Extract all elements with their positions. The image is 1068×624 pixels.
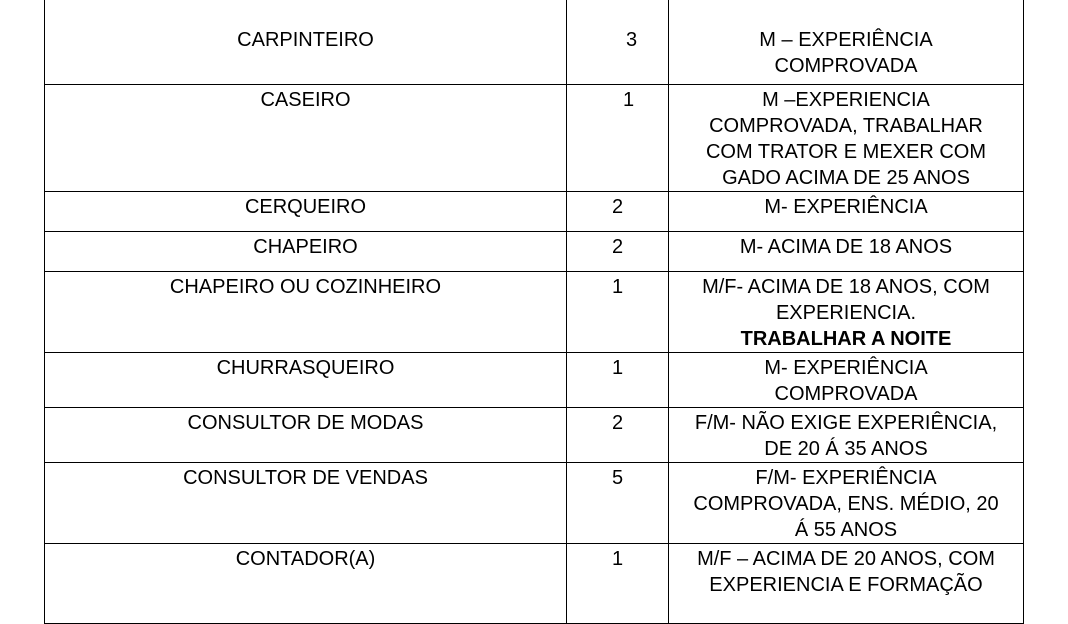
requirement-line: M- ACIMA DE 18 ANOS [739, 236, 953, 258]
quantity-text: 1 [611, 357, 624, 379]
quantity-cell [567, 463, 669, 544]
requirements-cell [669, 85, 1024, 192]
requirement-line: M- EXPERIÊNCIA [764, 196, 928, 218]
role-text: CONTADOR(A) [235, 548, 376, 570]
role-cell [45, 463, 567, 544]
role-cell [45, 192, 567, 232]
quantity-text: 2 [611, 412, 624, 434]
role-cell [45, 544, 567, 624]
quantity-text: 5 [611, 467, 624, 489]
role-text: CHAPEIRO [253, 236, 358, 258]
requirement-line: M –EXPERIENCIA [762, 89, 930, 111]
table-row [45, 232, 1024, 272]
role-cell [45, 0, 567, 85]
requirements-cell [669, 0, 1024, 85]
role-text: CHAPEIRO OU COZINHEIRO [169, 276, 442, 298]
role-text: CASEIRO [260, 89, 351, 111]
role-text: CONSULTOR DE VENDAS [183, 467, 428, 489]
requirement-line: EXPERIENCIA. [775, 302, 917, 324]
requirements-cell [669, 272, 1024, 353]
table-row [45, 85, 1024, 192]
role-text: CHURRASQUEIRO [216, 357, 395, 379]
requirement-line: DE 20 Á 35 ANOS [764, 438, 928, 460]
quantity-text: 3 [625, 29, 638, 51]
requirement-line: M/F- ACIMA DE 18 ANOS, COM [702, 276, 990, 298]
quantity-cell [567, 192, 669, 232]
quantity-cell [567, 544, 669, 624]
role-text: CONSULTOR DE MODAS [187, 412, 424, 434]
requirements-cell [669, 408, 1024, 463]
requirements-cell [669, 192, 1024, 232]
quantity-cell [567, 408, 669, 463]
quantity-text: 2 [611, 236, 624, 258]
requirement-line: COMPROVADA, ENS. MÉDIO, 20 [693, 493, 999, 515]
requirement-line: COM TRATOR E MEXER COM [705, 141, 987, 163]
requirements-cell [669, 463, 1024, 544]
quantity-cell [567, 272, 669, 353]
table-row [45, 353, 1024, 408]
requirement-line: M/F – ACIMA DE 20 ANOS, COM [697, 548, 995, 570]
quantity-text: 2 [611, 196, 624, 218]
requirement-emphasis: TRABALHAR A NOITE [740, 328, 952, 350]
requirement-line: M – EXPERIÊNCIA [759, 29, 933, 51]
requirement-line: M- EXPERIÊNCIA [764, 357, 928, 379]
requirements-cell [669, 353, 1024, 408]
quantity-cell [567, 353, 669, 408]
table-row [45, 192, 1024, 232]
role-text: CARPINTEIRO [237, 29, 374, 51]
quantity-text: 1 [611, 276, 624, 298]
quantity-text: 1 [622, 89, 635, 111]
quantity-cell [567, 232, 669, 272]
role-text: CERQUEIRO [244, 196, 367, 218]
requirement-line: COMPROVADA [774, 383, 918, 405]
table-row [45, 544, 1024, 624]
role-cell [45, 232, 567, 272]
requirement-line: F/M- NÃO EXIGE EXPERIÊNCIA, [694, 412, 998, 434]
quantity-cell [567, 85, 669, 192]
role-cell [45, 85, 567, 192]
role-cell [45, 353, 567, 408]
role-cell [45, 408, 567, 463]
requirements-cell [669, 232, 1024, 272]
requirement-line: EXPERIENCIA E FORMAÇÃO [709, 574, 983, 596]
requirements-cell [669, 544, 1024, 624]
role-cell [45, 272, 567, 353]
quantity-cell [567, 0, 669, 85]
table-row [45, 272, 1024, 353]
job-openings-table [44, 0, 1024, 624]
table-row [45, 463, 1024, 544]
requirement-line: F/M- EXPERIÊNCIA [755, 467, 937, 489]
quantity-text: 1 [611, 548, 624, 570]
requirement-line: GADO ACIMA DE 25 ANOS [722, 167, 970, 189]
table-row [45, 408, 1024, 463]
requirement-line: Á 55 ANOS [794, 519, 898, 541]
table-row [45, 0, 1024, 85]
requirement-line: COMPROVADA [774, 55, 918, 77]
requirement-line: COMPROVADA, TRABALHAR [709, 115, 983, 137]
